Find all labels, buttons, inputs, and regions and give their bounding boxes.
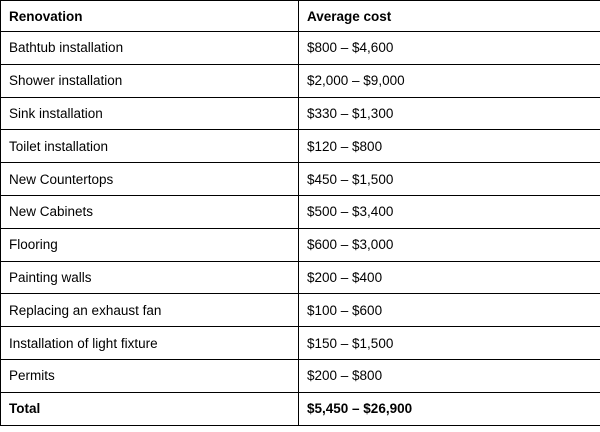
cost-cell: $200 – $400 bbox=[299, 261, 600, 294]
table-row bbox=[1, 130, 600, 163]
total-cost: $5,450 – $26,900 bbox=[299, 392, 600, 425]
table-row bbox=[1, 294, 600, 327]
renovation-cell: Replacing an exhaust fan bbox=[1, 294, 299, 327]
table-row bbox=[1, 32, 600, 65]
total-row bbox=[1, 392, 600, 425]
cost-cell: $120 – $800 bbox=[299, 130, 600, 163]
table-row bbox=[1, 97, 600, 130]
table-row bbox=[1, 261, 600, 294]
cost-cell: $450 – $1,500 bbox=[299, 163, 600, 196]
table-row bbox=[1, 359, 600, 392]
cost-cell: $200 – $800 bbox=[299, 359, 600, 392]
renovation-cell: Permits bbox=[1, 359, 299, 392]
cost-cell: $330 – $1,300 bbox=[299, 97, 600, 130]
table-row bbox=[1, 195, 600, 228]
renovation-cell: Painting walls bbox=[1, 261, 299, 294]
table-row bbox=[1, 327, 600, 360]
cost-cell: $800 – $4,600 bbox=[299, 32, 600, 65]
cost-cell: $2,000 – $9,000 bbox=[299, 64, 600, 97]
table-row bbox=[1, 163, 600, 196]
renovation-cell: Shower installation bbox=[1, 64, 299, 97]
column-header-average-cost: Average cost bbox=[299, 1, 600, 32]
table-header-row bbox=[1, 1, 600, 32]
renovation-cell: Flooring bbox=[1, 228, 299, 261]
table-row bbox=[1, 64, 600, 97]
renovation-cell: Bathtub installation bbox=[1, 32, 299, 65]
total-label: Total bbox=[1, 392, 299, 425]
table-row bbox=[1, 228, 600, 261]
column-header-renovation: Renovation bbox=[1, 1, 299, 32]
renovation-cell: New Cabinets bbox=[1, 195, 299, 228]
renovation-cell: Sink installation bbox=[1, 97, 299, 130]
renovation-cell: New Countertops bbox=[1, 163, 299, 196]
cost-cell: $150 – $1,500 bbox=[299, 327, 600, 360]
cost-cell: $100 – $600 bbox=[299, 294, 600, 327]
renovation-cell: Toilet installation bbox=[1, 130, 299, 163]
cost-cell: $600 – $3,000 bbox=[299, 228, 600, 261]
cost-cell: $500 – $3,400 bbox=[299, 195, 600, 228]
renovation-cell: Installation of light fixture bbox=[1, 327, 299, 360]
